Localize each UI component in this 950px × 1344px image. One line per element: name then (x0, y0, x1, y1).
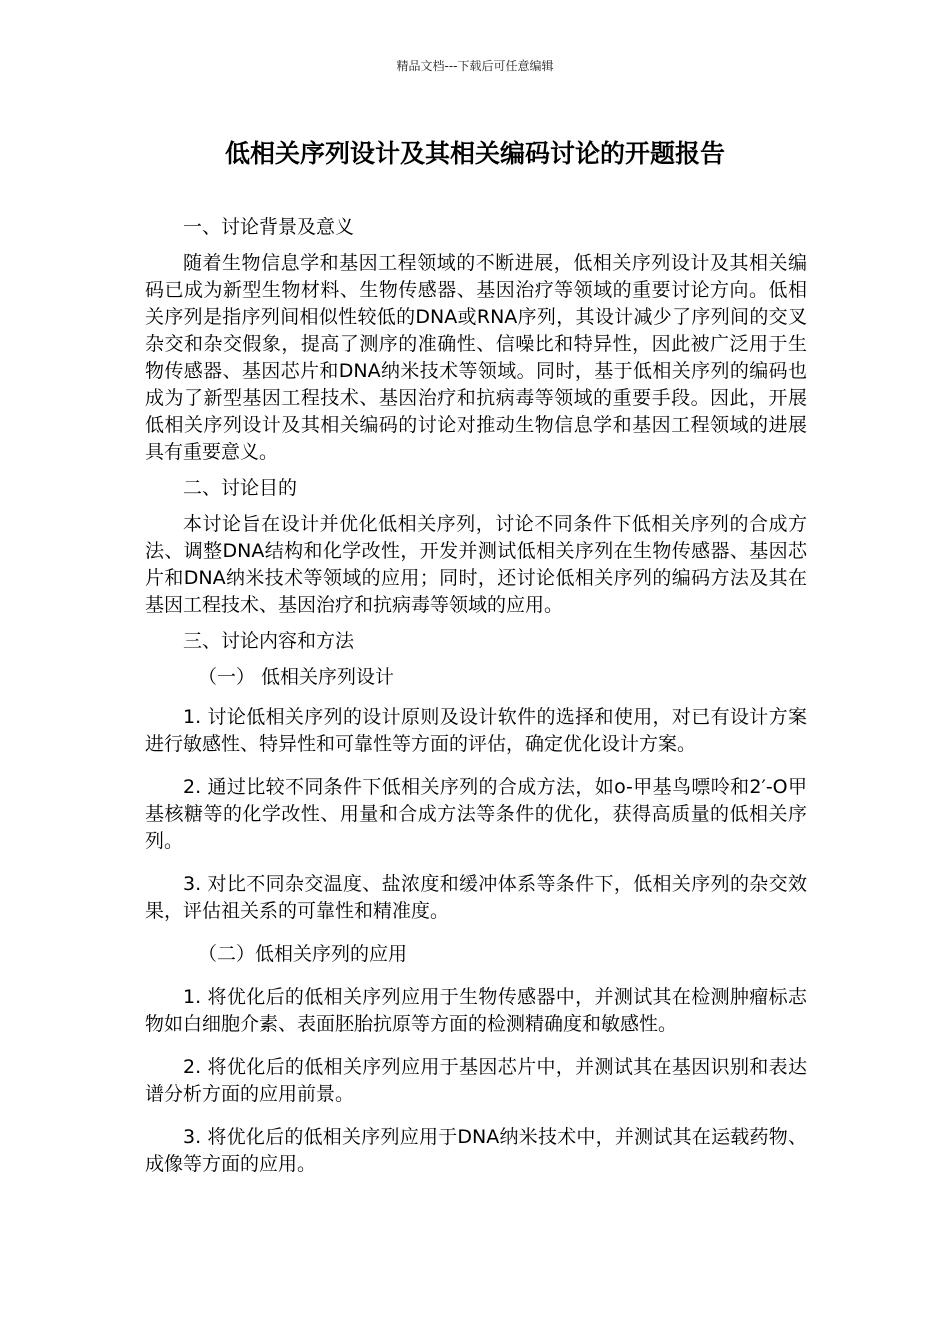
paragraph-purpose: 本讨论旨在设计并优化低相关序列，讨论不同条件下低相关序列的合成方法、调整DNA结构和化学改性，开发并测试低相关序列在生物传感器、基因芯片和DNA纳米技术等领域的应用；同时，还讨论低相关序列的编码方法及其在基因工程技术、基因治疗和抗病毒等领域的应用。 (145, 513, 807, 616)
list-item: 1. 讨论低相关序列的设计原则及设计软件的选择和使用，对已有设计方案进行敏感性、特异性和可靠性等方面的评估，确定优化设计方案。 (145, 706, 807, 755)
list-item: 2. 将优化后的低相关序列应用于基因芯片中，并测试其在基因识别和表达谱分析方面的应用前景。 (145, 1056, 807, 1105)
list-item: 2. 通过比较不同条件下低相关序列的合成方法，如o-甲基鸟嘌呤和2′-O甲基核糖等的化学改性、用量和合成方法等条件的优化，获得高质量的低相关序列。 (145, 776, 807, 852)
section-heading-content-methods: 三、讨论内容和方法 (183, 630, 355, 652)
list-item: 3. 将优化后的低相关序列应用于DNA纳米技术中，并测试其在运载药物、成像等方面的应用。 (145, 1126, 807, 1175)
paragraph-background: 随着生物信息学和基因工程领域的不断进展，低相关序列设计及其相关编码已成为新型生物材料、生物传感器、基因治疗等领域的重要讨论方向。低相关序列是指序列间相似性较低的DNA或RNA序列，其设计减少了序列间的交叉杂交和杂交假象，提高了测序的准确性、信噪比和特异性，因此被广泛用于生物传感器、基因芯片和DNA纳米技术等领域。同时，基于低相关序列的编码也成为了新型基因工程技术、基因治疗和抗病毒等领域的重要手段。因此，开展低相关序列设计及其相关编码的讨论对推动生物信息学和基因工程领域的进展具有重要意义。 (145, 252, 807, 463)
list-item: 1. 将优化后的低相关序列应用于生物传感器中，并测试其在检测肿瘤标志物如白细胞介素、表面胚胎抗原等方面的检测精确度和敏感性。 (145, 986, 807, 1035)
document-title: 低相关序列设计及其相关编码讨论的开题报告 (224, 139, 725, 168)
list-item: 3. 对比不同杂交温度、盐浓度和缓冲体系等条件下，低相关序列的杂交效果，评估祖关系的可靠性和精准度。 (145, 873, 807, 922)
header-note: 精品文档---下载后可任意编辑 (396, 59, 554, 73)
subsection-heading-design: （一） 低相关序列设计 (198, 666, 395, 688)
section-heading-purpose: 二、讨论目的 (183, 477, 298, 499)
subsection-heading-application: （二）低相关序列的应用 (198, 943, 408, 965)
document-body (145, 214, 807, 1178)
section-heading-background: 一、讨论背景及意义 (183, 216, 355, 238)
